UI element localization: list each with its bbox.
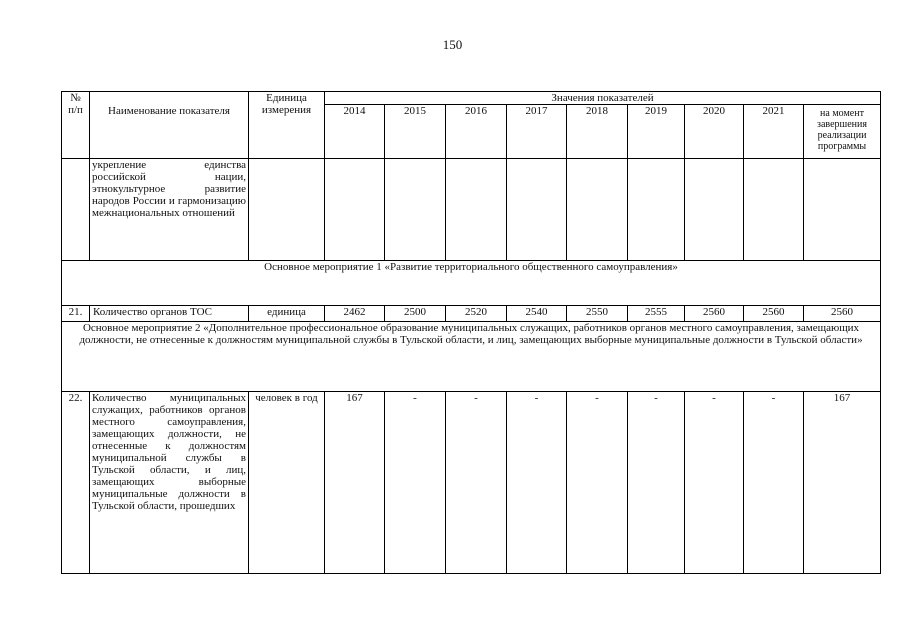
row-21-value: 2500 bbox=[385, 306, 446, 322]
continuation-unit bbox=[249, 159, 325, 261]
header-unit: Единица измерения bbox=[249, 92, 325, 159]
section-2-row bbox=[62, 322, 881, 392]
header-year: 2018 bbox=[567, 105, 628, 159]
header-name: Наименование показателя bbox=[90, 92, 249, 159]
empty-cell bbox=[685, 159, 744, 261]
row-22-num: 22. bbox=[62, 392, 90, 574]
row-22-value: - bbox=[628, 392, 685, 574]
header-year: 2021 bbox=[744, 105, 804, 159]
continuation-text: укрепление единства российской нации, этнокультурное развитие народов России и гармонизацию межнациональных отношений bbox=[90, 159, 249, 261]
indicators-table bbox=[61, 91, 881, 574]
header-year: 2019 bbox=[628, 105, 685, 159]
header-year: 2014 bbox=[325, 105, 385, 159]
row-21-value: 2462 bbox=[325, 306, 385, 322]
section-1-title: Основное мероприятие 1 «Развитие территориального общественного самоуправления» bbox=[62, 261, 881, 306]
header-year: 2017 bbox=[507, 105, 567, 159]
header-row-1 bbox=[62, 92, 881, 105]
empty-cell bbox=[325, 159, 385, 261]
section-2-title: Основное мероприятие 2 «Дополнительное профессиональное образование муниципальных служащих, работников органов местного самоуправления, замещающих должности, не отнесенные к должностям муниципальной службы в Тульской области, и лиц, замещающих выборные муниципальные должности в Тульской области» bbox=[62, 322, 881, 392]
row-21-value: 2560 bbox=[685, 306, 744, 322]
header-year: 2016 bbox=[446, 105, 507, 159]
row-22-unit: человек в год bbox=[249, 392, 325, 574]
table-row bbox=[62, 306, 881, 322]
empty-cell bbox=[446, 159, 507, 261]
row-22-value: - bbox=[685, 392, 744, 574]
row-22-value: - bbox=[507, 392, 567, 574]
empty-cell bbox=[628, 159, 685, 261]
row-22-name: Количество муниципальных служащих, работников органов местного самоуправления, замещающих должности, не отнесенные к должностям муниципальной службы в Тульской области, и лиц, замещающих выборные муниципальные должности в Тульской области, прошедших bbox=[90, 392, 249, 574]
header-num: № п/п bbox=[62, 92, 90, 159]
row-21-value: 2550 bbox=[567, 306, 628, 322]
empty-cell bbox=[507, 159, 567, 261]
row-22-value: - bbox=[567, 392, 628, 574]
row-22-final: 167 bbox=[804, 392, 881, 574]
row-21-name: Количество органов ТОС bbox=[90, 306, 249, 322]
empty-cell bbox=[744, 159, 804, 261]
row-21-value: 2540 bbox=[507, 306, 567, 322]
row-21-value: 2520 bbox=[446, 306, 507, 322]
row-22-value: - bbox=[385, 392, 446, 574]
row-22-value: - bbox=[446, 392, 507, 574]
empty-cell bbox=[385, 159, 446, 261]
page-number: 150 bbox=[442, 37, 463, 52]
row-22-value: - bbox=[744, 392, 804, 574]
header-values-group: Значения показателей bbox=[325, 92, 881, 105]
header-year: 2020 bbox=[685, 105, 744, 159]
table-row bbox=[62, 392, 881, 574]
row-21-value: 2555 bbox=[628, 306, 685, 322]
row-21-num: 21. bbox=[62, 306, 90, 322]
header-year: 2015 bbox=[385, 105, 446, 159]
row-21-value: 2560 bbox=[744, 306, 804, 322]
continuation-num bbox=[62, 159, 90, 261]
empty-cell bbox=[567, 159, 628, 261]
empty-cell bbox=[804, 159, 881, 261]
row-22-value: 167 bbox=[325, 392, 385, 574]
continuation-row bbox=[62, 159, 881, 261]
row-21-final: 2560 bbox=[804, 306, 881, 322]
header-final: на момент завершения реализации программы bbox=[804, 105, 881, 159]
row-21-unit: единица bbox=[249, 306, 325, 322]
section-1-row bbox=[62, 261, 881, 306]
